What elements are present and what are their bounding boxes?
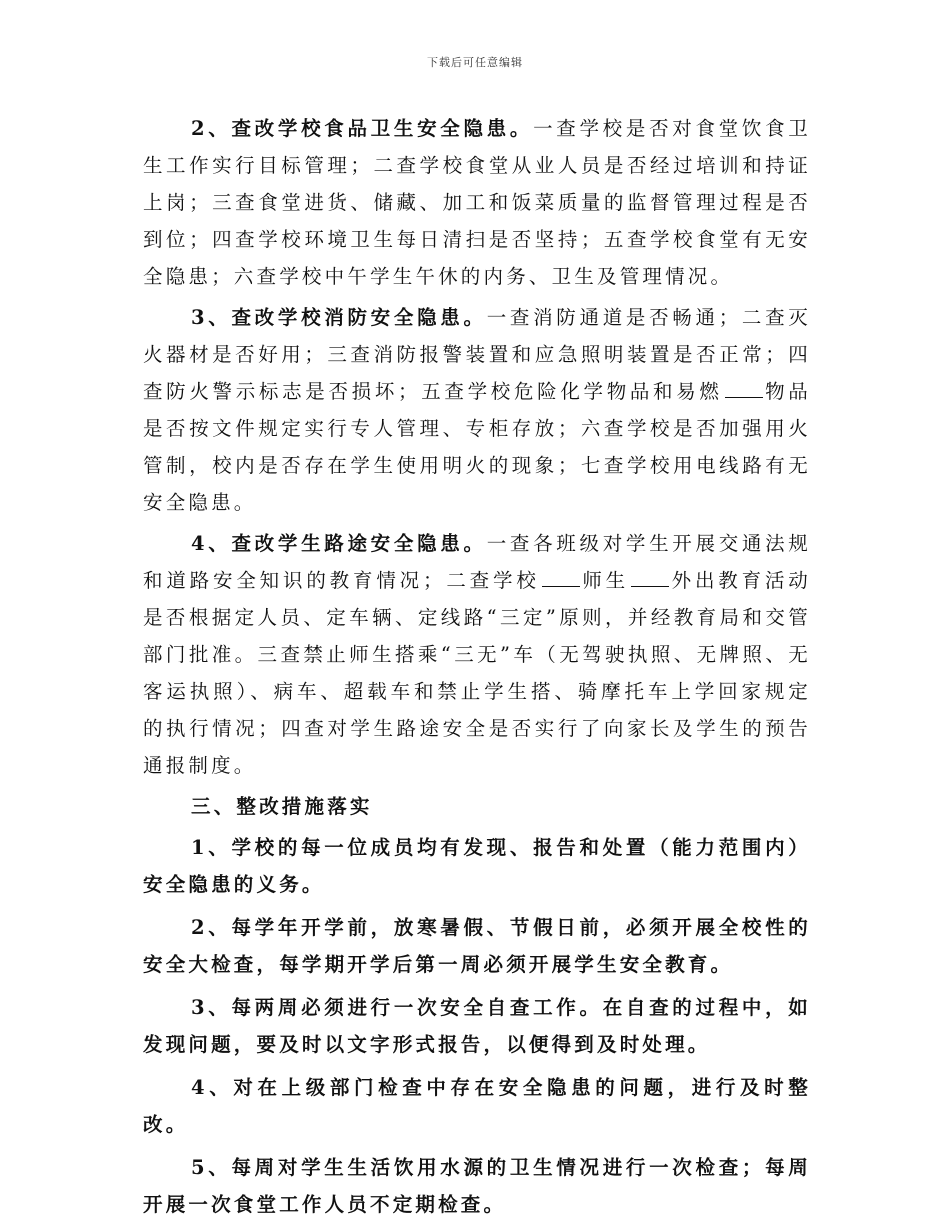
paragraph-text: 一查消防通道是否畅通；二查灭火器材是否好用；三查消防报警装置和应急照明装置是否正常；四查防火警示标志是否损坏；五查学校危险化学物品和易燃 <box>143 306 811 403</box>
measure-item: 2、每学年开学前，放寒暑假、节假日前，必须开展全校性的安全大检查，每学期开学后第一周必须开展学生安全教育。 <box>143 916 811 976</box>
paragraph-text: 一查各班级对学生开展交通法规和道路安全知识的教育情况；二查学校 <box>143 532 811 592</box>
blank-line <box>725 377 763 398</box>
blank-line <box>631 566 669 587</box>
section-heading: 三、整改措施落实 <box>191 795 373 818</box>
paragraph-text: 外出教育活动是否根据定人员、定车辆、定线路“三定”原则，并经教育局和交管部门批准。三查禁止师生搭乘“三无”车（无驾驶执照、无牌照、无客运执照）、病车、超载车和禁止学生搭、骑摩托车上学回家规定的执行情况；四查对学生路途安全是否实行了向家长及学生的预告通报制度。 <box>143 569 812 777</box>
paragraph-title: 4、查改学生路途安全隐患。 <box>191 532 487 555</box>
paragraph-road-safety <box>143 525 811 784</box>
page-header: 下载后可任意编辑 <box>427 56 523 69</box>
paragraph-text: 物品是否按文件规定实行专人管理、专柜存放；六查学校是否加强用火管制，校内是否存在学生使用明火的现象；七查学校用电线路有无安全隐患。 <box>143 380 811 514</box>
paragraph-text: 一查学校是否对食堂饮食卫生工作实行目标管理；二查学校食堂从业人员是否经过培训和持证上岗；三查食堂进货、储藏、加工和饭菜质量的监督管理过程是否到位；四查学校环境卫生每日清扫是否坚持；五查学校食堂有无安全隐患；六查学校中午学生午休的内务、卫生及管理情况。 <box>143 117 811 288</box>
paragraph-fire-safety <box>143 299 811 521</box>
paragraph-title: 2、查改学校食品卫生安全隐患。 <box>191 117 534 140</box>
paragraph-title: 3、查改学校消防安全隐患。 <box>191 306 487 329</box>
blank-line <box>542 566 580 587</box>
measure-item: 5、每周对学生生活饮用水源的卫生情况进行一次检查；每周开展一次食堂工作人员不定期检查。 <box>143 1156 811 1216</box>
paragraph-food-safety <box>143 110 811 295</box>
measure-item: 1、学校的每一位成员均有发现、报告和处置（能力范围内）安全隐患的义务。 <box>143 836 811 896</box>
measure-item: 3、每两周必须进行一次安全自查工作。在自查的过程中，如发现问题，要及时以文字形式报告，以便得到及时处理。 <box>143 996 811 1056</box>
paragraph-text: 师生 <box>581 569 629 592</box>
measure-item: 4、对在上级部门检查中存在安全隐患的问题，进行及时整改。 <box>143 1076 811 1136</box>
document-body <box>143 110 811 1229</box>
